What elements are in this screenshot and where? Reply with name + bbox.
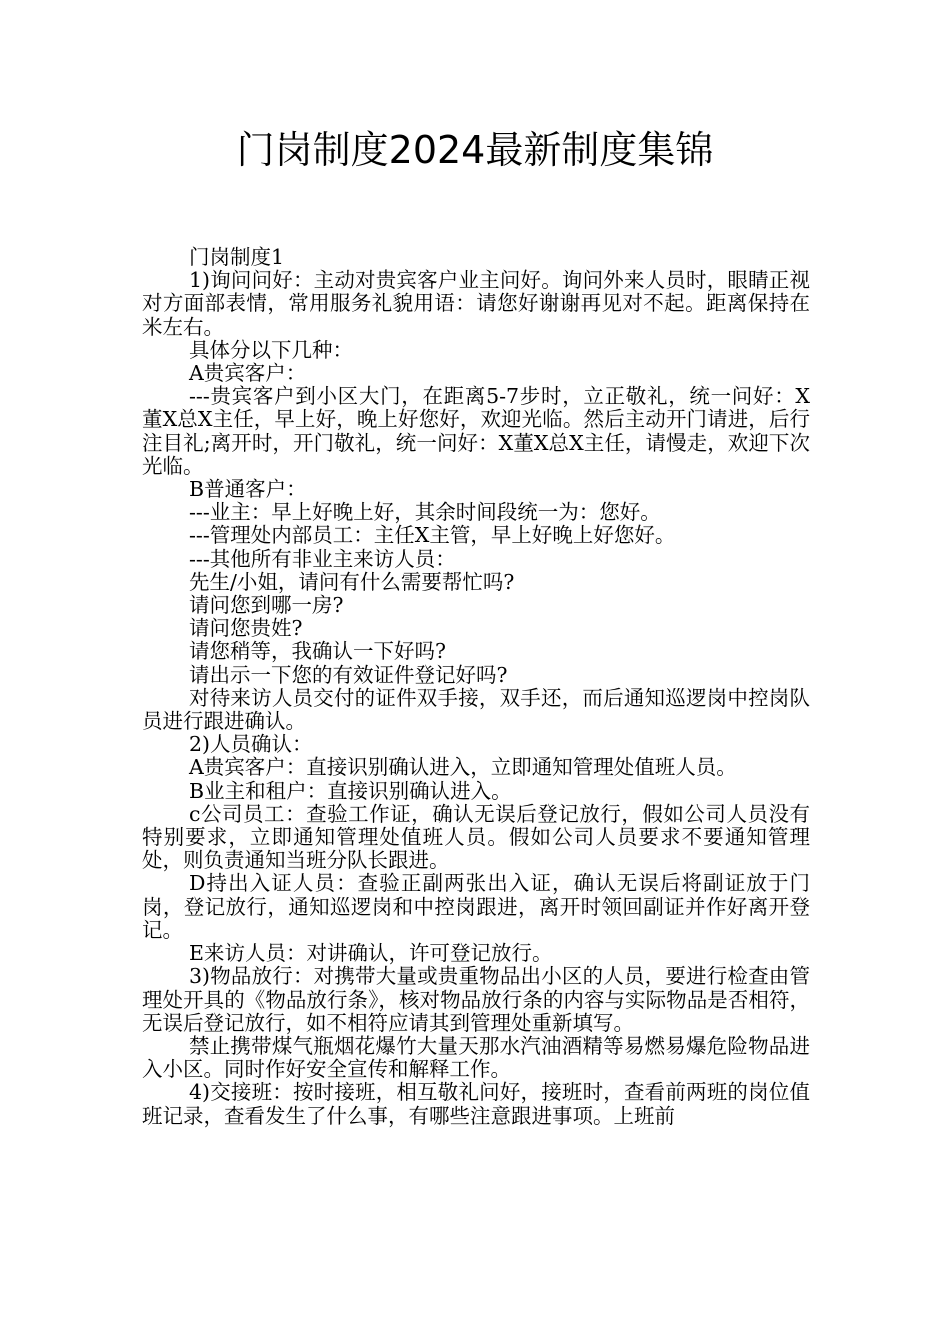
paragraph: 具体分以下几种：: [189, 337, 353, 362]
paragraph: 对待来访人员交付的证件双手接，双手还，而后通知巡逻岗中控岗队员进行跟进确认。: [142, 685, 810, 734]
document-title: 门岗制度2024最新制度集锦: [236, 128, 714, 172]
paragraph: B业主和租户：直接识别确认进入。: [189, 778, 512, 803]
paragraph: 禁止携带煤气瓶烟花爆竹大量天那水汽油酒精等易燃易爆危险物品进入小区。同时作好安全宣传和解释工作。: [142, 1033, 810, 1082]
paragraph: D持出入证人员：查验正副两张出入证，确认无误后将副证放于门岗，登记放行，通知巡逻岗和中控岗跟进，离开时领回副证并作好离开登记。: [142, 871, 810, 942]
paragraph: ---其他所有非业主来访人员：: [189, 546, 456, 571]
paragraph: A贵宾客户：直接识别确认进入，立即通知管理处值班人员。: [189, 755, 737, 780]
paragraph: ---业主：早上好晚上好，其余时间段统一为：您好。: [189, 500, 661, 525]
paragraph: c公司员工：查验工作证，确认无误后登记放行，假如公司人员没有特别要求，立即通知管理处值班人员。假如公司人员要求不要通知管理处，则负责通知当班分队长跟进。: [142, 801, 810, 873]
paragraph: ---贵宾客户到小区大门，在距离5-7步时，立正敬礼，统一问好：X董X总X主任，早上好，晚上好您好，欢迎光临。然后主动开门请进，后行注目礼;离开时，开门敬礼，统一问好：X董X总X主任，请慢走，欢迎下次光临。: [142, 384, 810, 478]
paragraph: 先生/小姐，请问有什么需要帮忙吗?: [189, 569, 515, 594]
paragraph: A贵宾客户：: [189, 361, 307, 386]
paragraph: 4)交接班：按时接班，相互敬礼问好，接班时，查看前两班的岗位值班记录，查看发生了什么事，有哪些注意跟进事项。上班前: [142, 1080, 810, 1128]
paragraph: 请出示一下您的有效证件登记好吗?: [189, 662, 508, 687]
paragraph: 请问您贵姓?: [189, 616, 303, 641]
paragraph: E来访人员：对讲确认，许可登记放行。: [189, 941, 553, 966]
paragraph: B普通客户：: [189, 477, 307, 502]
paragraph: 请您稍等，我确认一下好吗?: [189, 639, 446, 664]
paragraph: ---管理处内部员工：主任X主管，早上好晚上好您好。: [189, 523, 676, 548]
paragraph: 2)人员确认：: [189, 732, 313, 757]
paragraph: 3)物品放行：对携带大量或贵重物品出小区的人员，要进行检查由管理处开具的《物品放行条》，核对物品放行条的内容与实际物品是否相符，无误后登记放行，如不相符应请其到管理处重新填写。: [142, 964, 810, 1035]
paragraph: 请问您到哪一房?: [189, 593, 344, 618]
document-body: [142, 246, 810, 1128]
paragraph: 门岗制度1: [189, 245, 285, 269]
paragraph: 1)询问问好：主动对贵宾客户业主问好。询问外来人员时，眼睛正视对方面部表情，常用服务礼貌用语：请您好谢谢再见对不起。距离保持在米左右。: [142, 268, 810, 339]
